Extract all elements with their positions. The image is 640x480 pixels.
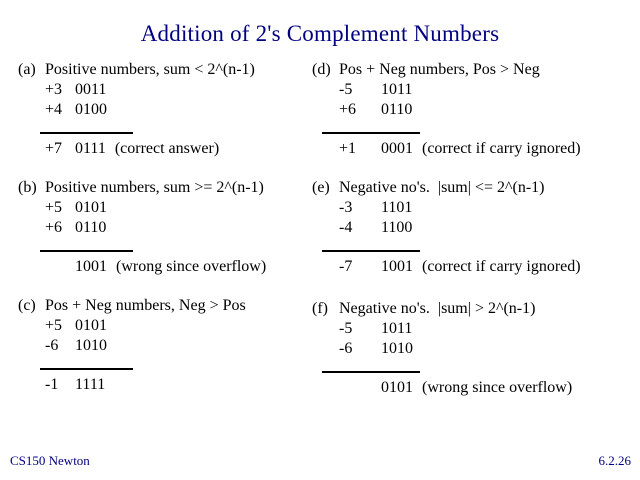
binary-value: 0110 (75, 219, 107, 236)
result-row (339, 257, 581, 277)
decimal-value: +5 (45, 199, 63, 216)
example-e-heading-text: Negative no's. |sum| <= 2^(n-1) (339, 179, 545, 196)
decimal-value: -6 (45, 337, 59, 354)
addend-row (45, 316, 246, 336)
decimal-value: -6 (339, 340, 353, 357)
binary-value: 0111 (75, 140, 106, 157)
example-c (18, 296, 246, 395)
example-c-heading (18, 296, 246, 316)
decimal-value: +3 (45, 81, 63, 98)
result-row (45, 257, 266, 277)
example-e-heading (312, 178, 581, 198)
decimal-value: -7 (339, 258, 353, 275)
sum-rule (40, 132, 133, 134)
decimal-value: -5 (339, 320, 353, 337)
binary-value: 1111 (75, 376, 106, 393)
example-c-label: (c) (18, 297, 36, 314)
binary-value: 1100 (381, 219, 413, 236)
result-note: (correct if carry ignored) (422, 140, 581, 157)
binary-value: 0100 (75, 101, 107, 118)
binary-value: 0011 (75, 81, 107, 98)
example-f-label: (f) (312, 300, 328, 317)
addend-row (339, 218, 581, 238)
sum-rule (40, 368, 133, 370)
result-note: (correct answer) (114, 140, 220, 157)
sum-rule (322, 132, 420, 134)
result-note: (correct if carry ignored) (422, 258, 581, 275)
addend-row (339, 339, 572, 359)
decimal-value: +6 (339, 101, 357, 118)
example-f-heading-text: Negative no's. |sum| > 2^(n-1) (339, 300, 536, 317)
decimal-value: +6 (45, 219, 63, 236)
binary-value: 0001 (381, 140, 413, 157)
addend-row (45, 336, 246, 356)
decimal-value: -3 (339, 199, 353, 216)
example-d-heading-text: Pos + Neg numbers, Pos > Neg (339, 61, 540, 78)
decimal-value: +4 (45, 101, 63, 118)
addend-row (339, 80, 581, 100)
result-note: (wrong since overflow) (422, 379, 573, 396)
example-b-heading-text: Positive numbers, sum >= 2^(n-1) (45, 179, 264, 196)
addend-row (45, 100, 255, 120)
addend-row (339, 100, 581, 120)
example-b-heading (18, 178, 266, 198)
binary-value: 0101 (75, 199, 107, 216)
example-a-label: (a) (18, 61, 36, 78)
example-d (312, 60, 581, 159)
example-a (18, 60, 255, 159)
decimal-value: -1 (45, 376, 59, 393)
binary-value: 0101 (381, 379, 413, 396)
binary-value: 1010 (381, 340, 413, 357)
footer-course: CS150 Newton (10, 453, 90, 468)
addend-row (339, 319, 572, 339)
result-row (45, 139, 255, 159)
footer-slide-number: 6.2.26 (598, 453, 631, 468)
addend-row (339, 198, 581, 218)
decimal-value: +5 (45, 317, 63, 334)
sum-rule (322, 371, 420, 373)
sum-rule (40, 250, 133, 252)
example-f-heading (312, 299, 572, 319)
decimal-value: -4 (339, 219, 353, 236)
example-c-heading-text: Pos + Neg numbers, Neg > Pos (45, 297, 246, 314)
sum-rule (322, 250, 420, 252)
result-row (45, 375, 246, 395)
example-a-heading (18, 60, 255, 80)
result-note: (wrong since overflow) (116, 258, 267, 275)
example-f (312, 299, 572, 398)
binary-value: 1011 (381, 320, 413, 337)
example-d-label: (d) (312, 61, 331, 78)
binary-value: 1001 (75, 258, 107, 275)
binary-value: 0101 (75, 317, 107, 334)
addend-row (45, 218, 266, 238)
binary-value: 1011 (381, 81, 413, 98)
example-b-label: (b) (18, 179, 37, 196)
slide-title: Addition of 2's Complement Numbers (140, 21, 500, 46)
binary-value: 1101 (381, 199, 413, 216)
addend-row (45, 198, 266, 218)
decimal-value: -5 (339, 81, 353, 98)
decimal-value: +1 (339, 140, 357, 157)
result-row (339, 378, 572, 398)
example-e (312, 178, 581, 277)
binary-value: 1010 (75, 337, 107, 354)
addend-row (45, 80, 255, 100)
binary-value: 0110 (381, 101, 413, 118)
example-a-heading-text: Positive numbers, sum < 2^(n-1) (45, 61, 255, 78)
example-d-heading (312, 60, 581, 80)
decimal-value: +7 (45, 140, 63, 157)
example-b (18, 178, 266, 277)
example-e-label: (e) (312, 179, 330, 196)
result-row (339, 139, 581, 159)
binary-value: 1001 (381, 258, 413, 275)
